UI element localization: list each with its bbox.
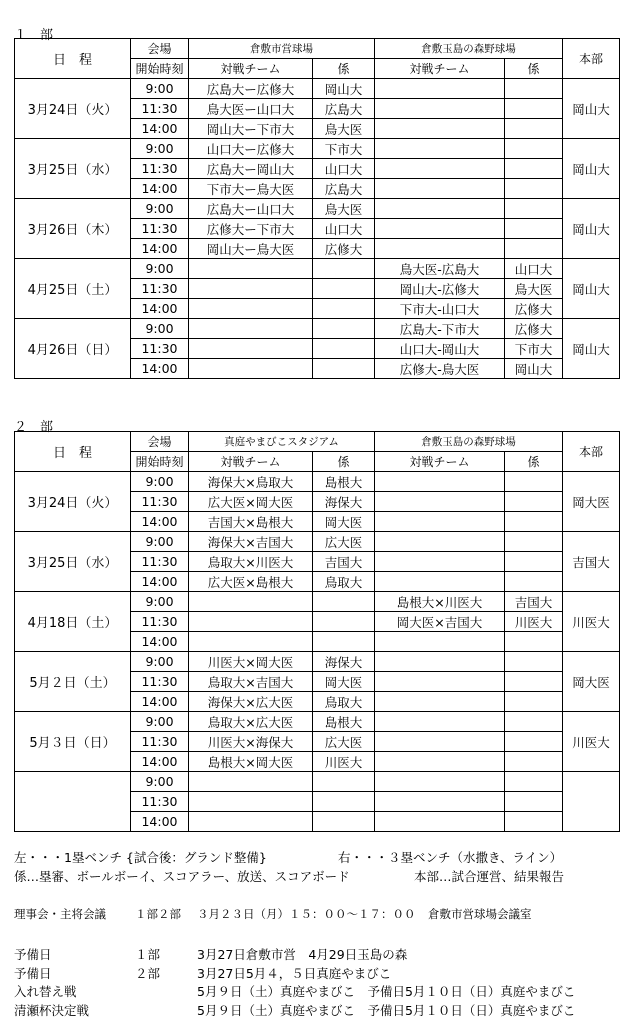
venue-b-staff [505,139,563,159]
start-time: 14:00 [131,812,189,832]
team-header-a: 対戦チーム [189,452,313,472]
date-header: 日 程 [15,39,131,79]
venue-a-staff: 岡大医 [313,672,375,692]
extra-part: ２部 [135,966,161,981]
venue-b-matchup: 山口大-岡山大 [375,339,505,359]
start-time: 14:00 [131,692,189,712]
venue-b-staff [505,572,563,592]
venue-a-staff: 島根大 [313,472,375,492]
venue-a-matchup [189,632,313,652]
start-time: 11:30 [131,279,189,299]
venue-b-staff [505,692,563,712]
venue-b-staff [505,159,563,179]
venue-a-matchup [189,299,313,319]
start-time-header: 開始時刻 [131,452,189,472]
venue-a-name: 真庭やまびこスタジアム [189,432,375,452]
venue-a-staff [313,632,375,652]
venue-b-matchup [375,732,505,752]
hq-header: 本部 [563,432,620,472]
venue-a-matchup [189,359,313,379]
start-time: 14:00 [131,752,189,772]
venue-b-staff [505,199,563,219]
start-time: 11:30 [131,159,189,179]
venue-b-staff [505,512,563,532]
headquarters [563,772,620,832]
venue-header: 会場 [131,39,189,59]
meeting-datetime: ３月２３日（月）１５：００～１７：００ [197,907,416,921]
venue-a-matchup: 川医大×海保大 [189,732,313,752]
headquarters: 川医大 [563,592,620,652]
start-time: 9:00 [131,472,189,492]
match-date: 5月２日（土） [15,652,131,712]
start-time: 14:00 [131,239,189,259]
table-row [15,139,620,159]
venue-b-matchup: 岡山大-広修大 [375,279,505,299]
start-time: 9:00 [131,712,189,732]
venue-b-staff [505,812,563,832]
table-row [15,532,620,552]
venue-b-matchup [375,79,505,99]
match-date: 4月25日（土） [15,259,131,319]
match-date: 4月18日（土） [15,592,131,652]
venue-a-staff: 広島大 [313,99,375,119]
staff-header-b: 係 [505,452,563,472]
start-time: 9:00 [131,319,189,339]
table-row [15,199,620,219]
start-time: 9:00 [131,199,189,219]
venue-a-staff: 広島大 [313,179,375,199]
venue-a-matchup [189,259,313,279]
venue-a-matchup: 岡山大ー鳥大医 [189,239,313,259]
hq-header: 本部 [563,39,620,79]
venue-b-staff: 吉国大 [505,592,563,612]
venue-b-staff [505,179,563,199]
extra-label: 清瀬杯決定戦 [14,1003,90,1018]
venue-a-matchup: 広島大ー山口大 [189,199,313,219]
venue-a-staff: 鳥大医 [313,119,375,139]
venue-b-matchup: 鳥大医-広島大 [375,259,505,279]
venue-b-staff [505,99,563,119]
match-date: 3月25日（水） [15,532,131,592]
venue-a-staff [313,319,375,339]
venue-b-staff [505,712,563,732]
venue-b-matchup: 岡大医×吉国大 [375,612,505,632]
table-row [15,772,620,792]
venue-b-matchup [375,239,505,259]
match-date: 3月26日（木） [15,199,131,259]
venue-b-matchup [375,652,505,672]
venue-a-staff: 海保大 [313,492,375,512]
extra-text: 5月９日（土）真庭やまびこ 予備日5月１０日（日）真庭やまびこ [197,1003,576,1018]
match-date: 5月３日（日） [15,712,131,772]
venue-a-staff [313,359,375,379]
headquarters: 岡大医 [563,472,620,532]
headquarters: 岡山大 [563,199,620,259]
venue-b-staff [505,732,563,752]
start-time: 11:30 [131,732,189,752]
venue-a-matchup: 広大医×島根大 [189,572,313,592]
venue-a-matchup: 広島大ー広修大 [189,79,313,99]
venue-a-staff: 鳥取大 [313,692,375,712]
venue-a-matchup [189,772,313,792]
venue-b-matchup [375,572,505,592]
start-time: 14:00 [131,359,189,379]
start-time: 9:00 [131,79,189,99]
extra-text: 3月27日5月４，５日真庭やまびこ [197,966,392,981]
match-date: 3月25日（水） [15,139,131,199]
venue-a-staff: 広大医 [313,732,375,752]
venue-a-staff [313,299,375,319]
venue-a-matchup: 下市大ー鳥大医 [189,179,313,199]
extra-label: 入れ替え戦 [14,984,77,999]
staff-header-a: 係 [313,59,375,79]
table-row [15,712,620,732]
venue-a-matchup: 海保大×鳥取大 [189,472,313,492]
venue-a-name: 倉敷市営球場 [189,39,375,59]
venue-b-matchup [375,792,505,812]
venue-a-matchup: 山口大ー広修大 [189,139,313,159]
headquarters: 吉国大 [563,532,620,592]
venue-a-matchup: 広修大ー下市大 [189,219,313,239]
venue-a-staff: 下市大 [313,139,375,159]
start-time: 14:00 [131,299,189,319]
start-time: 14:00 [131,632,189,652]
start-time: 11:30 [131,552,189,572]
venue-b-matchup [375,772,505,792]
venue-a-matchup: 鳥取大×吉国大 [189,672,313,692]
venue-a-staff [313,279,375,299]
table-row [15,592,620,612]
venue-a-staff: 海保大 [313,652,375,672]
venue-b-staff [505,532,563,552]
start-time: 9:00 [131,259,189,279]
venue-b-staff [505,652,563,672]
staff-header-a: 係 [313,452,375,472]
staff-header-b: 係 [505,59,563,79]
venue-a-staff: 島根大 [313,712,375,732]
staff-duty-note: 係…塁審、ボールボーイ、スコアラー、放送、スコアボード [14,869,350,884]
venue-b-staff: 広修大 [505,319,563,339]
venue-b-matchup: 広修大-鳥大医 [375,359,505,379]
venue-b-staff [505,119,563,139]
venue-b-staff [505,772,563,792]
start-time: 14:00 [131,179,189,199]
venue-b-matchup [375,752,505,772]
venue-b-matchup: 島根大×川医大 [375,592,505,612]
start-time: 14:00 [131,572,189,592]
start-time: 9:00 [131,592,189,612]
venue-a-matchup [189,592,313,612]
venue-a-matchup: 川医大×岡大医 [189,652,313,672]
start-time: 11:30 [131,612,189,632]
venue-b-matchup [375,179,505,199]
part1-schedule-table [14,38,620,379]
headquarters: 岡山大 [563,139,620,199]
venue-b-matchup [375,119,505,139]
venue-b-matchup [375,712,505,732]
match-date: 4月26日（日） [15,319,131,379]
team-header-a: 対戦チーム [189,59,313,79]
team-header-b: 対戦チーム [375,59,505,79]
venue-b-staff: 川医大 [505,612,563,632]
table-row [15,652,620,672]
venue-a-staff [313,339,375,359]
venue-b-matchup [375,672,505,692]
venue-b-matchup [375,532,505,552]
venue-a-matchup: 鳥取大×広大医 [189,712,313,732]
venue-b-staff [505,472,563,492]
venue-b-staff [505,632,563,652]
extra-text: 3月27日倉敷市営 4月29日玉島の森 [197,947,408,962]
venue-a-matchup: 島根大×岡大医 [189,752,313,772]
meeting-parts: １部２部 [135,907,181,921]
start-time: 11:30 [131,672,189,692]
venue-a-matchup: 広大医×岡大医 [189,492,313,512]
headquarters: 岡山大 [563,319,620,379]
headquarters: 岡大医 [563,652,620,712]
venue-a-matchup [189,319,313,339]
venue-b-staff: 岡山大 [505,359,563,379]
venue-a-staff: 山口大 [313,159,375,179]
venue-b-matchup [375,199,505,219]
venue-b-staff [505,672,563,692]
match-date: 3月24日（火） [15,79,131,139]
venue-a-staff: 山口大 [313,219,375,239]
venue-a-matchup [189,339,313,359]
venue-a-matchup: 海保大×広大医 [189,692,313,712]
venue-a-matchup [189,792,313,812]
venue-a-staff [313,812,375,832]
venue-b-staff [505,492,563,512]
venue-a-matchup [189,612,313,632]
table-row [15,79,620,99]
part2-title: ２ 部 [14,420,54,435]
extra-label: 予備日 [14,966,52,981]
venue-b-matchup [375,692,505,712]
extra-part: １部 [135,947,161,962]
venue-b-name: 倉敷玉島の森野球場 [375,432,563,452]
venue-a-staff [313,259,375,279]
venue-b-matchup [375,632,505,652]
venue-b-staff [505,239,563,259]
match-date [15,772,131,832]
venue-a-staff: 広修大 [313,239,375,259]
extra-label: 予備日 [14,947,52,962]
part1-title: １ 部 [14,28,54,43]
headquarters: 岡山大 [563,79,620,139]
venue-a-staff [313,772,375,792]
meeting-place: 倉敷市営球場会議室 [428,907,532,921]
start-time: 14:00 [131,119,189,139]
start-time: 9:00 [131,652,189,672]
headquarters: 岡山大 [563,259,620,319]
venue-b-staff: 山口大 [505,259,563,279]
venue-b-staff: 鳥大医 [505,279,563,299]
venue-b-matchup: 下市大-山口大 [375,299,505,319]
venue-b-matchup [375,812,505,832]
venue-header: 会場 [131,432,189,452]
start-time: 11:30 [131,99,189,119]
venue-b-staff [505,79,563,99]
venue-a-matchup: 海保大×吉国大 [189,532,313,552]
venue-b-matchup: 広島大-下市大 [375,319,505,339]
venue-a-staff: 広大医 [313,532,375,552]
venue-b-matchup [375,552,505,572]
venue-b-staff [505,752,563,772]
start-time: 9:00 [131,772,189,792]
venue-a-matchup: 鳥取大×川医大 [189,552,313,572]
bench-note-left: 左・・・1塁ベンチ {試合後：グランド整備} [14,850,267,865]
venue-a-staff: 鳥大医 [313,199,375,219]
venue-a-staff: 吉国大 [313,552,375,572]
venue-a-staff [313,592,375,612]
venue-b-matchup [375,139,505,159]
venue-a-matchup: 広島大ー岡山大 [189,159,313,179]
venue-b-matchup [375,472,505,492]
start-time: 11:30 [131,792,189,812]
start-time: 11:30 [131,339,189,359]
venue-b-matchup [375,492,505,512]
venue-a-matchup: 岡山大ー下市大 [189,119,313,139]
bench-note-right: 右・・・３塁ベンチ（水撒き、ライン） [338,850,563,865]
venue-a-matchup [189,279,313,299]
venue-b-matchup [375,159,505,179]
table-row [15,472,620,492]
table-row [15,259,620,279]
start-time: 9:00 [131,139,189,159]
venue-a-staff [313,792,375,812]
venue-b-matchup [375,99,505,119]
venue-a-staff: 岡山大 [313,79,375,99]
part2-schedule-table [14,431,620,832]
venue-a-staff [313,612,375,632]
venue-b-matchup [375,219,505,239]
venue-a-matchup: 鳥大医ー山口大 [189,99,313,119]
venue-a-staff: 鳥取大 [313,572,375,592]
date-header: 日 程 [15,432,131,472]
start-time: 9:00 [131,532,189,552]
start-time: 14:00 [131,512,189,532]
venue-b-staff [505,219,563,239]
match-date: 3月24日（火） [15,472,131,532]
team-header-b: 対戦チーム [375,452,505,472]
venue-b-staff: 広修大 [505,299,563,319]
table-row [15,319,620,339]
venue-a-matchup: 吉国大×島根大 [189,512,313,532]
venue-b-staff [505,792,563,812]
hq-duty-note: 本部…試合運営、結果報告 [414,869,565,884]
extra-text: 5月９日（土）真庭やまびこ 予備日5月１０日（日）真庭やまびこ [197,984,576,999]
venue-a-staff: 岡大医 [313,512,375,532]
venue-b-staff [505,552,563,572]
meeting-label: 理事会・主将会議 [14,907,106,921]
venue-a-staff: 川医大 [313,752,375,772]
venue-b-staff: 下市大 [505,339,563,359]
start-time: 11:30 [131,219,189,239]
venue-b-matchup [375,512,505,532]
venue-a-matchup [189,812,313,832]
venue-b-name: 倉敷玉島の森野球場 [375,39,563,59]
headquarters: 川医大 [563,712,620,772]
start-time-header: 開始時刻 [131,59,189,79]
start-time: 11:30 [131,492,189,512]
